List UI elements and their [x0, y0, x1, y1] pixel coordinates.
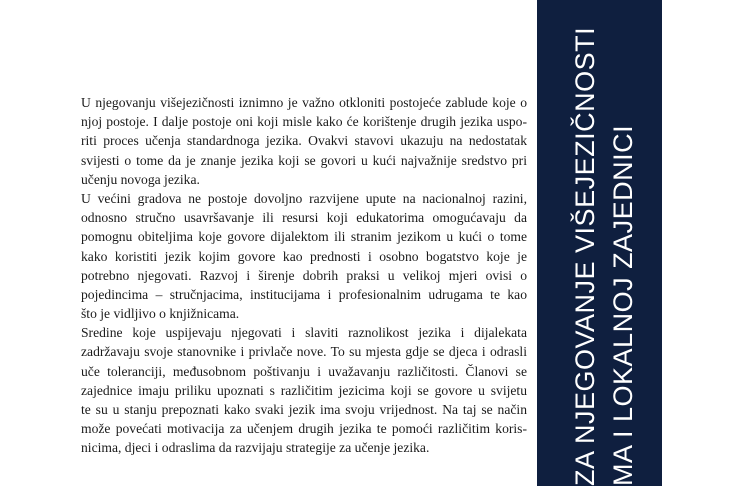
- side-title-line-2: MA I LOKALNOJ ZAJEDNICI: [608, 124, 638, 486]
- body-text: [81, 93, 527, 458]
- body-line: te su u stanju prepoznati kako svaki jezik ima svoju vrijednost. Na taj se način: [81, 402, 527, 417]
- body-line: svijesti o tome da je znanje jezika koji se govori u kući najvažnije sredstvo pri: [81, 152, 527, 168]
- body-line: učenju novoga jezika.: [81, 171, 200, 187]
- side-title-line-1: ZA NJEGOVANJE VIŠEJEZIČNOSTI: [570, 26, 600, 486]
- body-line: što je vidljivo o knjižnicama.: [81, 306, 240, 322]
- body-line: zadržavaju svoje stanovnike i privlače nove. To su mjesta gdje se djeca i odrasli: [81, 344, 527, 360]
- body-line: U njegovanju višejezičnosti iznimno je važno otkloniti postojeće zablude koje o: [81, 95, 527, 110]
- body-line: U većini gradova ne postoje dovoljno razvijene upute na nacionalnoj razini,: [81, 190, 527, 206]
- body-line: odnosno stručno usavršavanje ili resursi koji edukatorima omogućavaju da: [81, 210, 527, 226]
- body-line: kako koristiti jezik kojim govore kao prednosti i osobno bogatstvo koje je: [81, 248, 527, 264]
- body-line: pomognu obiteljima koje govore dijalektom ili stranim jezikom u kući o tome: [81, 229, 527, 245]
- body-line: njoj postoje. I dalje postoje oni koji misle kako će korištenje drugih jezika uspo-: [81, 114, 527, 130]
- body-line: nicima, djeci i odraslima da razvijaju strategije za učenje jezika.: [81, 440, 430, 456]
- body-line: pojedincima – stručnjacima, institucijama i profesionalnim udrugama te kao: [81, 286, 527, 302]
- body-line: može povećati motivacija za učenjem drugih jezika te pomoći različitim koris-: [81, 421, 527, 437]
- body-line: zajednice imaju priliku upoznati s različitim jezicima koji se govore u svijetu: [81, 382, 527, 398]
- body-line: Sredine koje uspijevaju njegovati i slaviti raznolikost jezika i dijalekata: [81, 325, 527, 341]
- body-line: riti proces učenja standardnoga jezika. Ovakvi stavovi ukazuju na nedostatak: [81, 133, 527, 149]
- body-line: uče toleranciji, međusobnom poštivanju i uvažavanju različitosti. Članovi se: [81, 363, 527, 379]
- body-line: potrebno njegovati. Razvoj i širenje dobrih praksi u velikoj mjeri ovisi o: [81, 267, 527, 283]
